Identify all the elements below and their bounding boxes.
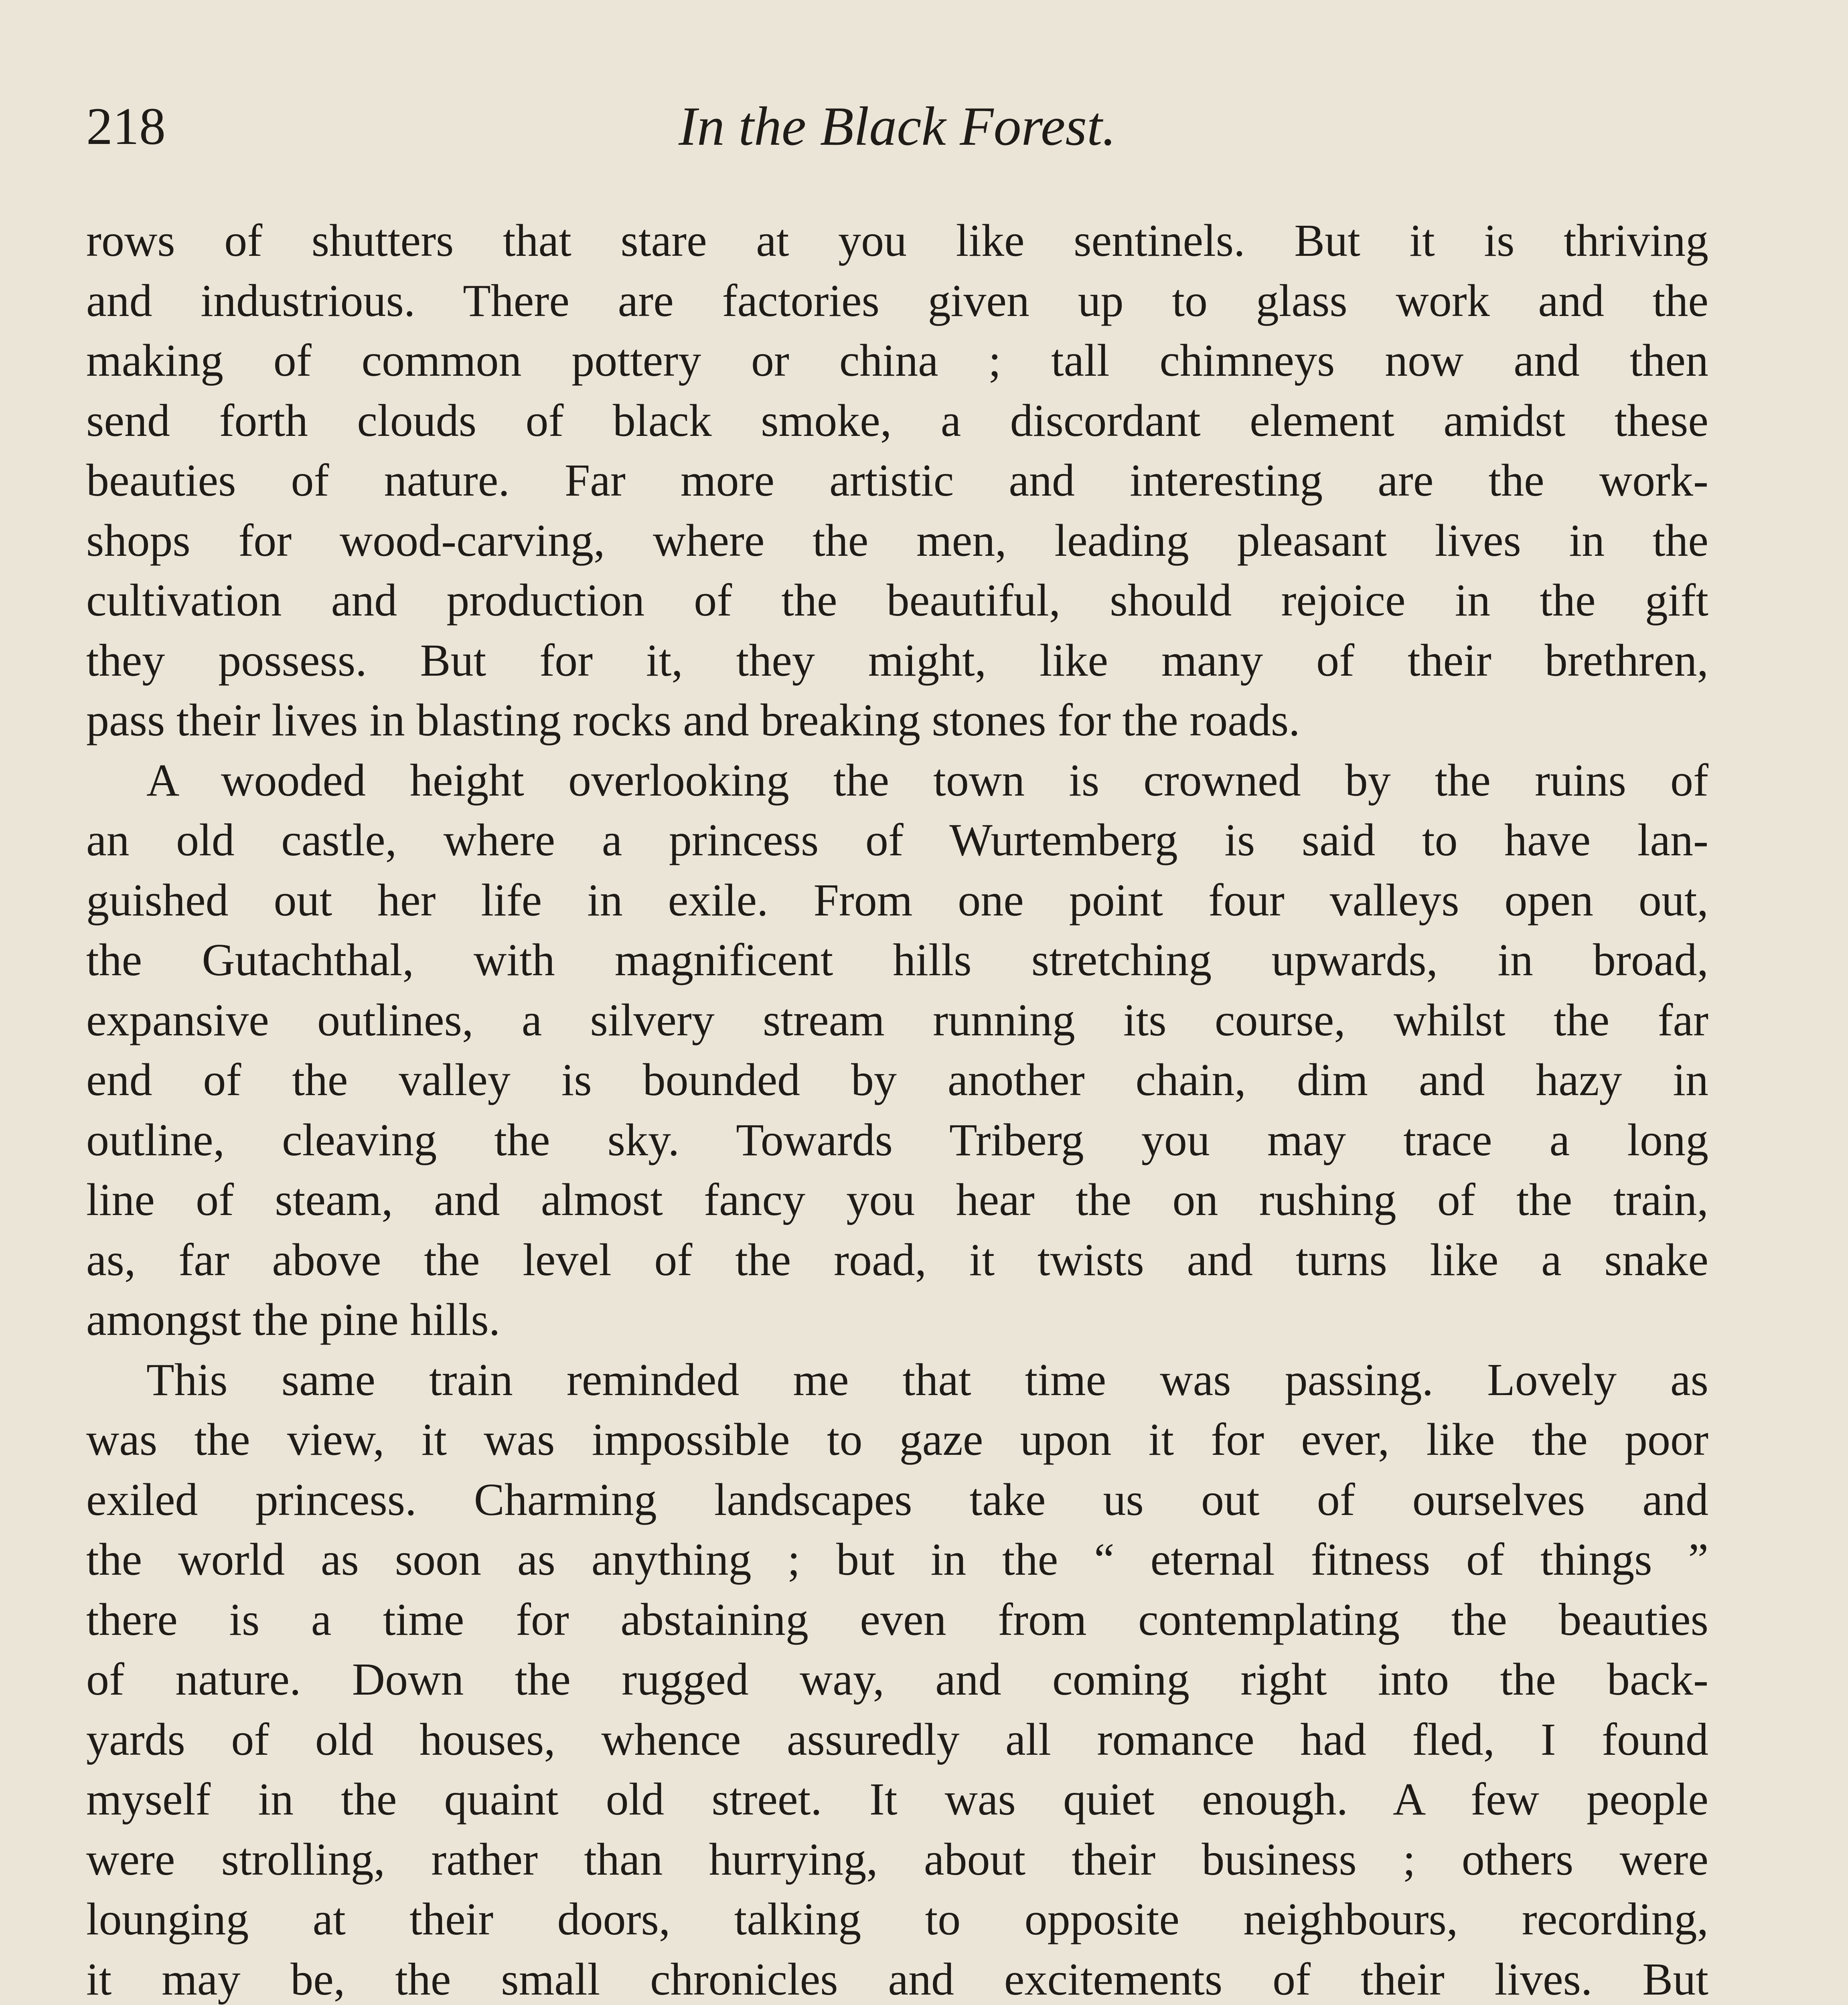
text-line: there is a time for abstaining even from contemplating the beauties	[86, 1594, 1708, 1645]
page-number: 218	[86, 97, 166, 156]
text-line: amongst the pine hills.	[86, 1294, 500, 1345]
text-line: outline, cleaving the sky. Towards Triberg you may trace a long	[86, 1114, 1708, 1165]
text-line: shops for wood-carving, where the men, leading pleasant lives in the	[86, 514, 1708, 566]
text-line: of nature. Down the rugged way, and coming right into the back-	[86, 1654, 1708, 1705]
text-line: exiled princess. Charming landscapes take us out of ourselves and	[86, 1474, 1708, 1525]
text-line: were strolling, rather than hurrying, about their business ; others were	[86, 1833, 1708, 1885]
body-text	[86, 211, 1708, 2005]
text-line: cultivation and production of the beautiful, should rejoice in the gift	[86, 575, 1708, 626]
text-line: and industrious. There are factories given up to glass work and the	[86, 275, 1708, 326]
text-line: as, far above the level of the road, it twists and turns like a snake	[86, 1234, 1708, 1285]
text-line: making of common pottery or china ; tall chimneys now and then	[86, 335, 1708, 386]
page-header	[86, 94, 1708, 174]
text-line: it may be, the small chronicles and excitements of their lives. But	[86, 1953, 1708, 2005]
text-line: line of steam, and almost fancy you hear the on rushing of the train,	[86, 1174, 1708, 1225]
text-line: an old castle, where a princess of Wurtemberg is said to have lan-	[86, 814, 1708, 865]
text-line: the Gutachthal, with magnificent hills stretching upwards, in broad,	[86, 934, 1708, 985]
text-line: pass their lives in blasting rocks and breaking stones for the roads.	[86, 695, 1300, 745]
text-line: myself in the quaint old street. It was quiet enough. A few people	[86, 1774, 1708, 1825]
text-line: end of the valley is bounded by another chain, dim and hazy in	[86, 1054, 1708, 1105]
running-title: In the Black Forest.	[679, 95, 1116, 157]
text-line: guished out her life in exile. From one point four valleys open out,	[86, 874, 1708, 926]
text-line: A wooded height overlooking the town is crowned by the ruins of	[146, 754, 1708, 806]
text-line: lounging at their doors, talking to opposite neighbours, recording,	[86, 1894, 1708, 1944]
text-line: rows of shutters that stare at you like sentinels. But it is thriving	[86, 215, 1708, 266]
text-line: yards of old houses, whence assuredly all romance had fled, I found	[86, 1713, 1708, 1765]
text-line: the world as soon as anything ; but in the “ eternal fitness of things ”	[86, 1534, 1708, 1585]
text-line: send forth clouds of black smoke, a discordant element amidst these	[86, 395, 1708, 446]
text-line: they possess. But for it, they might, like many of their brethren,	[86, 634, 1708, 686]
text-line: beauties of nature. Far more artistic and interesting are the work-	[86, 455, 1708, 506]
text-line: was the view, it was impossible to gaze upon it for ever, like the poor	[86, 1414, 1708, 1465]
text-line: This same train reminded me that time was passing. Lovely as	[146, 1354, 1708, 1405]
text-line: expansive outlines, a silvery stream running its course, whilst the far	[86, 994, 1708, 1045]
